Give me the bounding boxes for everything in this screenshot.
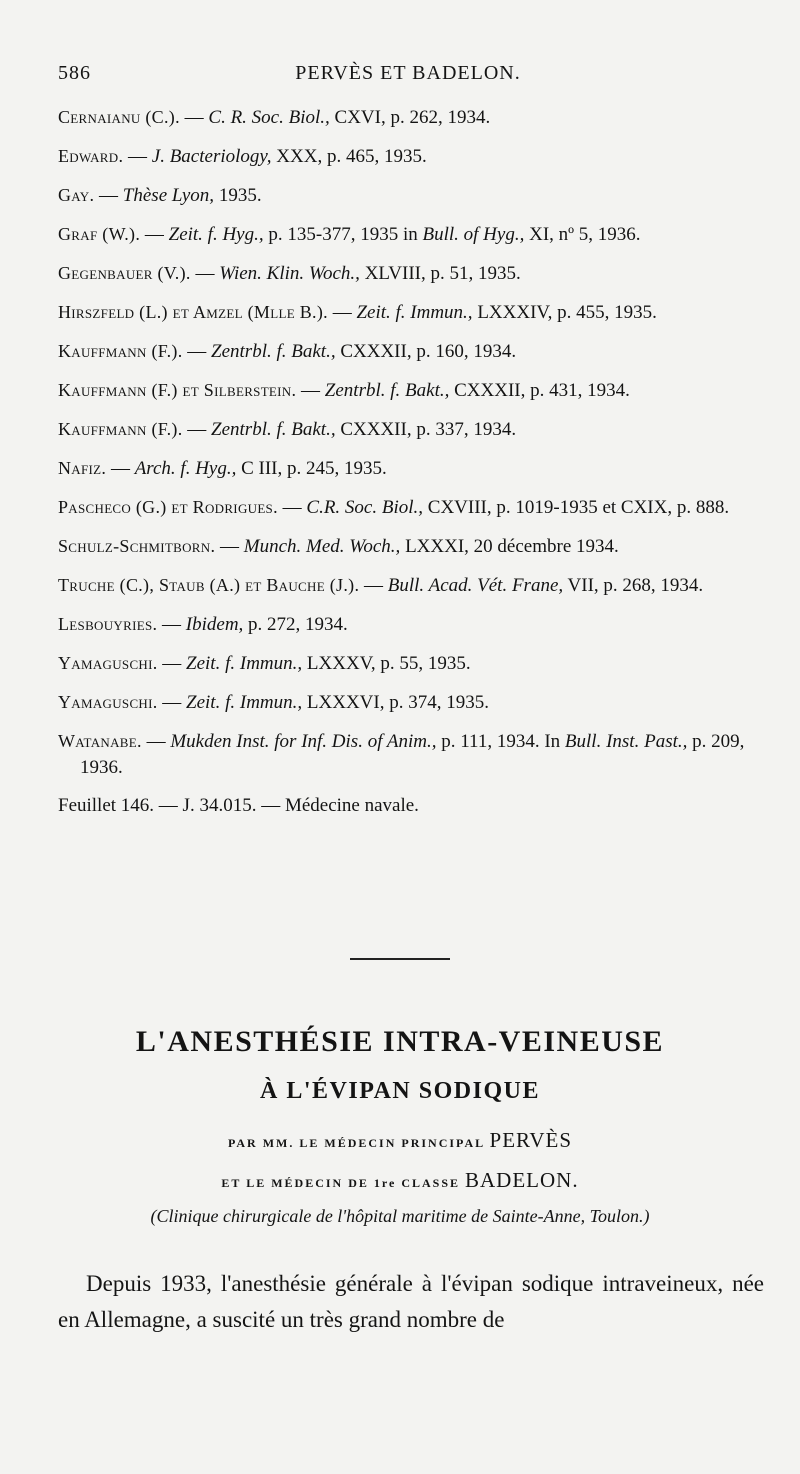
reference-dash: — (106, 458, 135, 479)
reference-dash: — (94, 185, 123, 206)
reference-entry (58, 299, 764, 326)
reference-entry (58, 455, 764, 482)
article-title: L'ANESTHÉSIE INTRA-VEINEUSE (135, 1025, 665, 1058)
reference-details: p. 272, 1934. (243, 614, 348, 635)
reference-author: Yamaguschi. (58, 653, 158, 673)
reference-journal: Zeit. f. Immun., (186, 653, 303, 674)
reference-journal: Zentrbl. f. Bakt., (211, 419, 336, 440)
reference-entry (58, 416, 764, 443)
reference-author: Truche (C.), Staub (A.) et Bauche (J.). (58, 575, 360, 595)
reference-author: Schulz-Schmitborn. (58, 536, 216, 556)
reference-author: Lesbouyries. (58, 614, 158, 634)
article-subtitle: À L'ÉVIPAN SODIQUE (260, 1078, 540, 1104)
reference-entry (58, 572, 764, 599)
reference-journal: Zeit. f. Hyg., (168, 224, 264, 245)
byline-2-name: BADELON. (465, 1168, 579, 1192)
reference-journal: C. R. Soc. Biol., (208, 107, 330, 128)
byline-2-role: ET LE MÉDECIN DE 1re CLASSE (221, 1176, 460, 1190)
reference-author: Gegenbauer (V.). (58, 263, 191, 283)
reference-dash: — (157, 614, 186, 635)
reference-author: Yamaguschi. (58, 692, 158, 712)
feuillet-line: Feuillet 146. — J. 34.015. — Médecine navale. (58, 795, 419, 816)
reference-dash: — (157, 692, 187, 713)
reference-entry (58, 143, 764, 170)
reference-entry (58, 611, 764, 638)
reference-details: LXXXVI, p. 374, 1935. (302, 692, 489, 713)
reference-dash: — (327, 302, 357, 323)
reference-author: Hirszfeld (L.) et Amzel (Mlle B.). (58, 302, 328, 322)
reference-dash: — (182, 419, 212, 440)
reference-journal: Munch. Med. Woch., (243, 536, 401, 557)
reference-entry (58, 221, 764, 248)
section-divider (350, 958, 450, 960)
reference-journal-2: Bull. Inst. Past., (564, 731, 688, 752)
reference-journal: Wien. Klin. Woch., (219, 263, 360, 284)
reference-journal: Thèse Lyon, (122, 185, 215, 206)
reference-dash: — (190, 263, 220, 284)
reference-dash: — (277, 497, 307, 518)
reference-dash: — (215, 536, 244, 557)
reference-author: Pascheco (G.) et Rodrigues. (58, 497, 278, 517)
reference-author: Graf (W.). (58, 224, 141, 244)
reference-journal: Mukden Inst. for Inf. Dis. of Anim., (170, 731, 437, 752)
reference-author: Gay. (58, 185, 95, 205)
reference-entry (58, 377, 764, 404)
reference-dash: — (296, 380, 325, 401)
reference-author: Edward. (58, 146, 124, 166)
reference-details-2: XI, nº 5, 1936. (524, 224, 641, 245)
reference-details: CXVIII, p. 1019-1935 et CXIX, p. 888. (423, 497, 730, 518)
reference-details: XLVIII, p. 51, 1935. (359, 263, 521, 284)
reference-entry (58, 650, 764, 677)
reference-entry (58, 260, 764, 287)
affiliation: (Clinique chirurgicale de l'hôpital maritime de Sainte-Anne, Toulon.) (150, 1206, 650, 1226)
reference-journal: Ibidem, (185, 614, 244, 635)
reference-dash: — (182, 341, 212, 362)
reference-entry (58, 182, 764, 209)
reference-details: LXXXV, p. 55, 1935. (302, 653, 471, 674)
reference-dash: — (140, 224, 169, 245)
reference-journal: Arch. f. Hyg., (134, 458, 237, 479)
page-number: 586 (58, 62, 91, 84)
reference-details: CXXXII, p. 337, 1934. (335, 419, 517, 440)
reference-dash: — (157, 653, 187, 674)
body-text: Depuis 1933, l'anesthésie générale à l'évipan sodique intraveineux, née en Allemagne, a suscité un très grand nombre de (58, 1271, 764, 1332)
reference-details: LXXXIV, p. 455, 1935. (472, 302, 657, 323)
reference-details-2: p. 209, 1936. (80, 731, 745, 778)
reference-author: Kauffmann (F.) et Silberstein. (58, 380, 297, 400)
reference-author: Watanabe. (58, 731, 142, 751)
reference-journal-2: Bull. of Hyg., (422, 224, 525, 245)
reference-details: p. 111, 1934. In (436, 731, 565, 752)
reference-entry (58, 494, 764, 521)
reference-dash: — (123, 146, 152, 167)
running-head: PERVÈS ET BADELON. (295, 62, 521, 84)
reference-dash: — (359, 575, 388, 596)
reference-journal: J. Bacteriology, (151, 146, 272, 167)
body-paragraph (58, 1266, 764, 1338)
reference-details: CXVI, p. 262, 1934. (329, 107, 491, 128)
byline-author-1 (0, 1128, 800, 1153)
reference-entry (58, 533, 764, 560)
page-header (58, 62, 758, 92)
byline-author-2 (0, 1168, 800, 1193)
reference-journal: Zentrbl. f. Bakt., (211, 341, 336, 362)
reference-details: XXX, p. 465, 1935. (271, 146, 427, 167)
reference-entry (58, 104, 764, 131)
reference-dash: — (179, 107, 209, 128)
reference-entry (58, 338, 764, 365)
reference-details: LXXXI, 20 décembre 1934. (400, 536, 619, 557)
reference-journal: Zentrbl. f. Bakt., (324, 380, 450, 401)
reference-entry (58, 689, 764, 716)
reference-dash: — (141, 731, 171, 752)
reference-journal: C.R. Soc. Biol., (306, 497, 424, 518)
byline-1-name: PERVÈS (489, 1128, 573, 1152)
reference-author: Kauffmann (F.). (58, 419, 183, 439)
reference-journal: Zeit. f. Immun., (356, 302, 473, 323)
byline-1-role: PAR MM. LE MÉDECIN PRINCIPAL (227, 1136, 485, 1150)
reference-details: p. 135-377, 1935 in (263, 224, 423, 245)
reference-details: CXXXII, p. 160, 1934. (335, 341, 517, 362)
reference-details: VII, p. 268, 1934. (563, 575, 704, 596)
reference-details: C III, p. 245, 1935. (236, 458, 387, 479)
reference-details: CXXXII, p. 431, 1934. (449, 380, 630, 401)
reference-entry (58, 728, 764, 781)
reference-author: Nafiz. (58, 458, 107, 478)
reference-author: Cernaianu (C.). (58, 107, 180, 127)
reference-author: Kauffmann (F.). (58, 341, 183, 361)
reference-journal: Bull. Acad. Vét. Frane, (387, 575, 564, 596)
reference-journal: Zeit. f. Immun., (186, 692, 303, 713)
reference-list (58, 104, 764, 819)
reference-details: 1935. (214, 185, 262, 206)
